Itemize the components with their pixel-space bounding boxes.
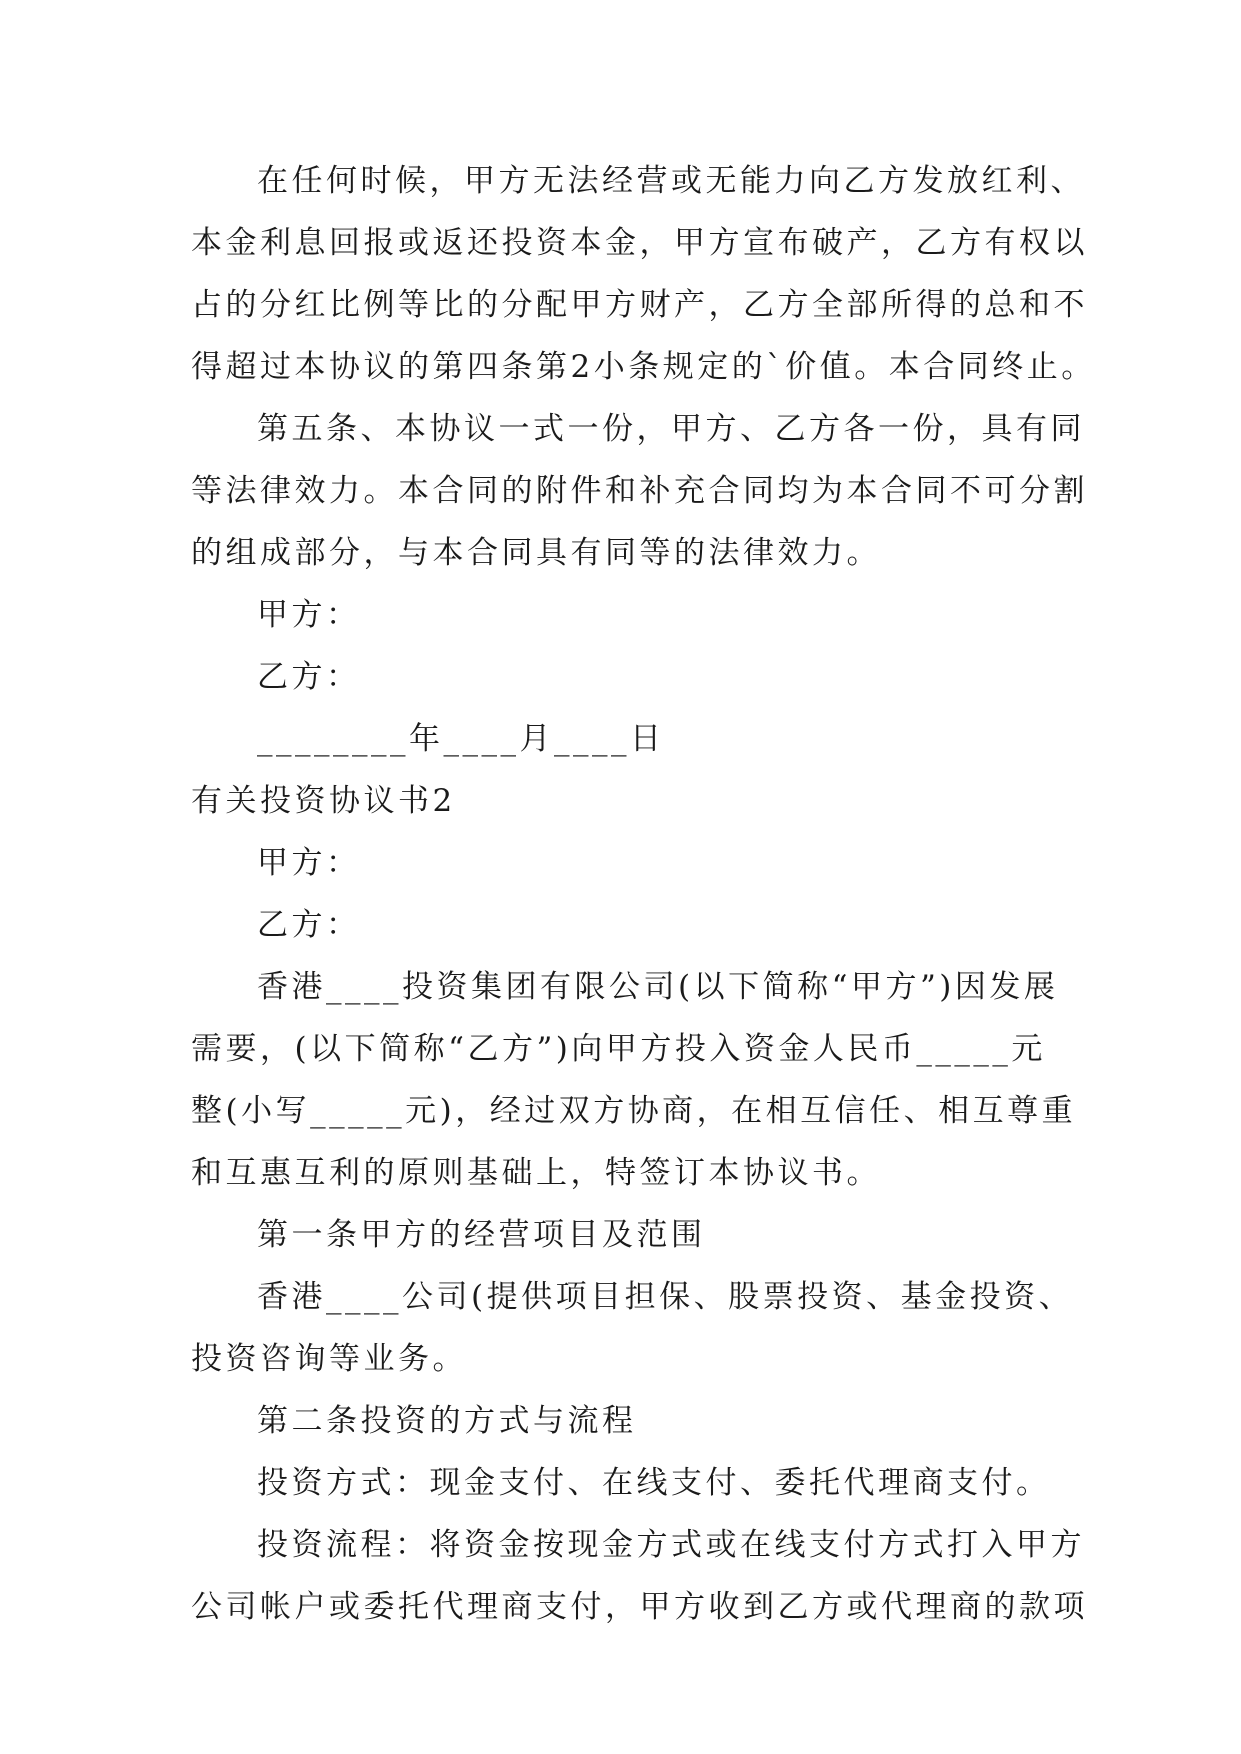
paragraph-line: 的组成部分，与本合同具有同等的法律效力。: [191, 535, 881, 571]
paragraph-line: 投资方式：现金支付、在线支付、委托代理商支付。: [257, 1465, 1051, 1501]
date-line: ________年____月____日: [257, 721, 665, 757]
paragraph-line: 投资咨询等业务。: [191, 1341, 467, 1377]
section-title: 有关投资协议书2: [191, 783, 456, 819]
paragraph-line: 本金利息回报或返还投资本金，甲方宣布破产，乙方有权以: [191, 225, 1088, 261]
paragraph-line: 公司帐户或委托代理商支付，甲方收到乙方或代理商的款项: [191, 1589, 1088, 1625]
party-a-label: 甲方：: [257, 845, 361, 881]
paragraph-line: 占的分红比例等比的分配甲方财产，乙方全部所得的总和不: [191, 287, 1088, 323]
paragraph-line: 香港____投资集团有限公司(以下简称“甲方”)因发展: [257, 969, 1059, 1005]
paragraph-line: 和互惠互利的原则基础上，特签订本协议书。: [191, 1155, 881, 1191]
paragraph-line: 需要，(以下简称“乙方”)向甲方投入资金人民币_____元: [191, 1031, 1046, 1067]
paragraph-line: 第五条、本协议一式一份，甲方、乙方各一份，具有同: [257, 411, 1085, 447]
article-heading: 第二条投资的方式与流程: [257, 1403, 637, 1439]
article-heading: 第一条甲方的经营项目及范围: [257, 1217, 706, 1253]
paragraph-line: 投资流程：将资金按现金方式或在线支付方式打入甲方: [257, 1527, 1085, 1563]
paragraph-line: 在任何时候，甲方无法经营或无能力向乙方发放红利、: [257, 163, 1085, 199]
paragraph-line: 整(小写_____元)，经过双方协商，在相互信任、相互尊重: [191, 1093, 1077, 1129]
party-b-label: 乙方：: [257, 907, 361, 943]
paragraph-line: 香港____公司(提供项目担保、股票投资、基金投资、: [257, 1279, 1074, 1315]
document-page: [191, 150, 1096, 1638]
party-a-label: 甲方：: [257, 597, 361, 633]
paragraph-line: 等法律效力。本合同的附件和补充合同均为本合同不可分割: [191, 473, 1088, 509]
party-b-label: 乙方：: [257, 659, 361, 695]
paragraph-line: 得超过本协议的第四条第2小条规定的`价值。本合同终止。: [191, 349, 1096, 385]
